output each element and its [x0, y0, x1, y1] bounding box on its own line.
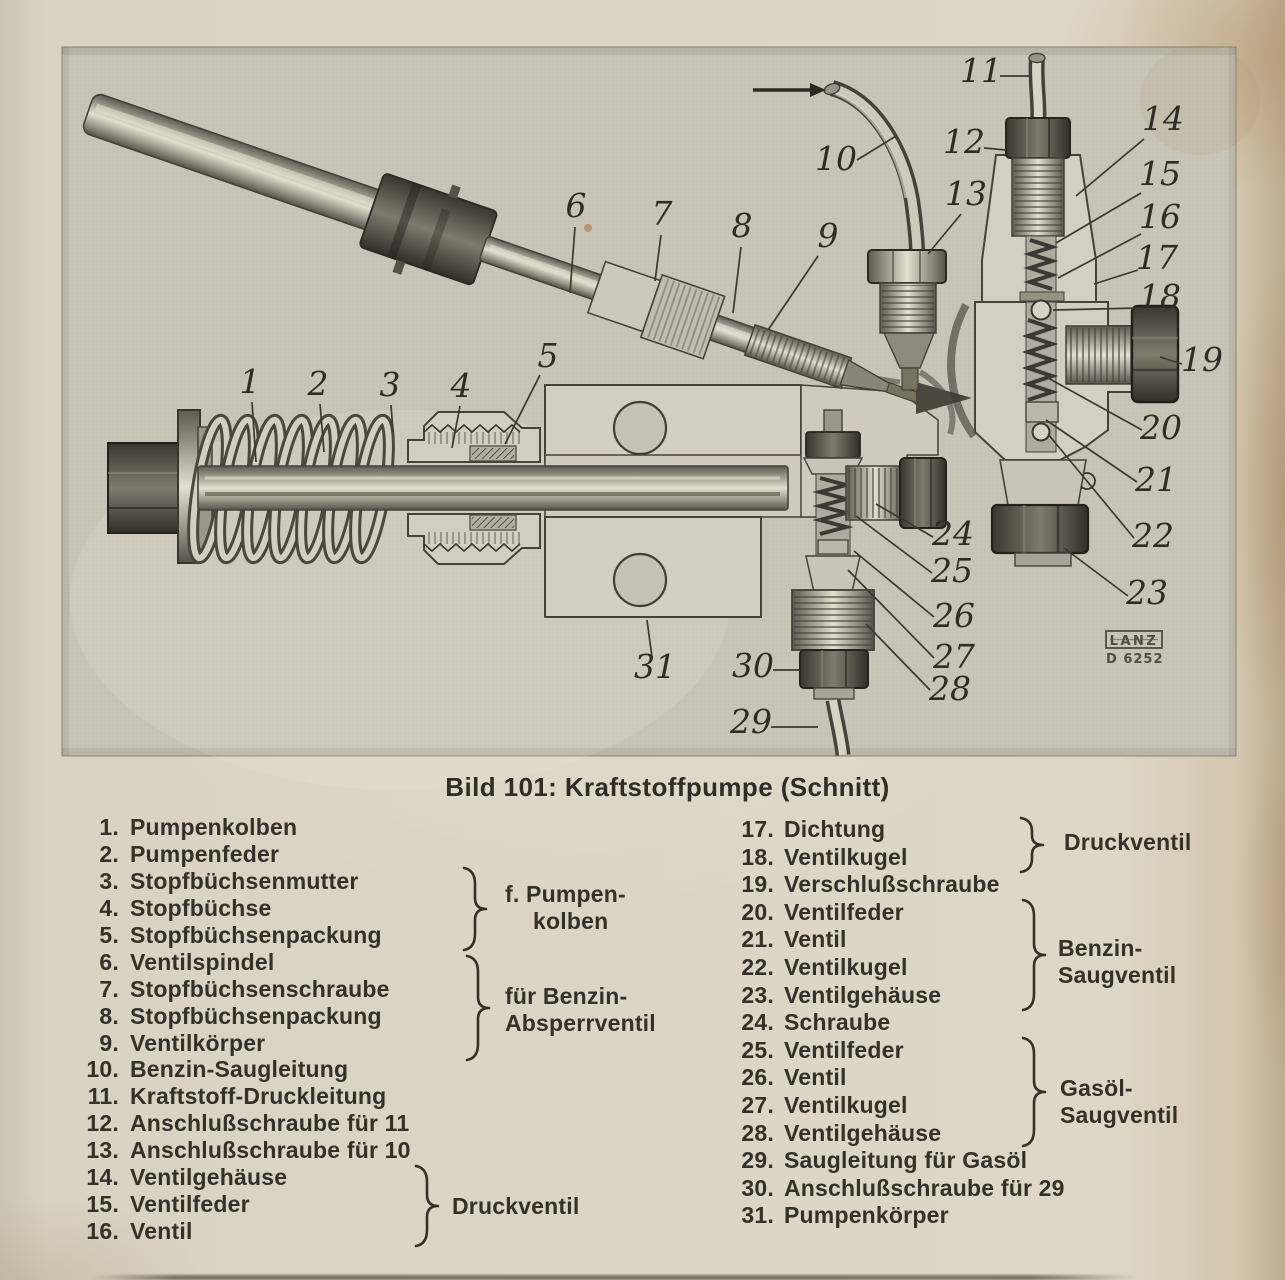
- legend-item-label: Pumpenfeder: [130, 840, 280, 867]
- legend-item-label: Ventilkugel: [784, 843, 908, 870]
- callout-number-13: 13: [945, 174, 987, 213]
- callout-number-22: 22: [1132, 516, 1174, 555]
- legend-item-label: Anschlußschraube für 29: [784, 1174, 1065, 1201]
- legend-item: [734, 954, 1065, 982]
- legend-item-label: Pumpenkolben: [130, 814, 298, 840]
- legend-item-number: 7.: [99, 975, 119, 1002]
- legend-item: [734, 982, 1065, 1010]
- callout-number-14: 14: [1142, 99, 1184, 138]
- legend-item-number: 2.: [99, 840, 119, 867]
- callout-number-7: 7: [651, 194, 673, 233]
- legend-item-label: Ventilkörper: [130, 1029, 266, 1056]
- legend-item: [84, 1137, 411, 1164]
- legend-item-number: 19.: [741, 871, 774, 898]
- callout-number-8: 8: [731, 206, 753, 245]
- legend-item: [84, 949, 411, 976]
- legend-item: [734, 816, 1065, 844]
- legend-item: [84, 1003, 411, 1030]
- legend-item-number: 24.: [741, 1009, 774, 1036]
- callout-number-31: 31: [634, 647, 676, 686]
- callout-number-19: 19: [1181, 340, 1223, 379]
- legend-item-number: 25.: [741, 1036, 774, 1063]
- legend-item: [734, 844, 1065, 872]
- legend-item-label: Ventilgehäuse: [784, 981, 942, 1008]
- callout-number-1: 1: [239, 362, 261, 401]
- legend-item-number: 22.: [741, 953, 774, 980]
- legend-item-number: 17.: [741, 816, 774, 842]
- legend-item-label: Stopfbüchsenmutter: [130, 867, 359, 894]
- callout-number-28: 28: [929, 669, 971, 708]
- brace-group-label: Druckventil: [452, 1193, 580, 1219]
- callout-number-6: 6: [565, 186, 587, 225]
- legend-item-number: 13.: [86, 1137, 119, 1164]
- callout-number-4: 4: [450, 366, 472, 405]
- legend-item-label: Ventil: [784, 926, 847, 953]
- legend-item: [84, 1110, 411, 1137]
- callout-number-11: 11: [960, 51, 1002, 90]
- legend-item-label: Ventil: [130, 1218, 193, 1245]
- brace-group-label: Saugventil: [1060, 1102, 1179, 1128]
- legend-item-label: Verschlußschraube: [784, 871, 1000, 898]
- legend-item-label: Stopfbüchsenpackung: [130, 1002, 382, 1029]
- callout-number-12: 12: [943, 122, 985, 161]
- legend-item-label: Stopfbüchsenpackung: [130, 921, 382, 948]
- callout-number-30: 30: [732, 646, 774, 685]
- legend-item: [734, 1092, 1065, 1120]
- legend-item-number: 21.: [741, 926, 774, 953]
- legend-item-label: Kraftstoff-Druckleitung: [130, 1083, 387, 1110]
- callout-number-25: 25: [931, 551, 973, 590]
- brace-group-label: für Benzin-: [505, 983, 628, 1009]
- callout-number-15: 15: [1139, 154, 1181, 193]
- callout-number-10: 10: [815, 139, 857, 178]
- legend-item-label: Ventilkugel: [784, 1091, 908, 1118]
- legend-item-label: Ventilgehäuse: [784, 1119, 942, 1146]
- callout-number-27: 27: [933, 637, 975, 676]
- legend-item-label: Ventilfeder: [130, 1191, 250, 1218]
- legend-item: [734, 1202, 1065, 1230]
- legend-item: [84, 922, 411, 949]
- legend-item-label: Ventilspindel: [130, 948, 275, 975]
- legend-item-number: 5.: [99, 921, 119, 948]
- callout-number-9: 9: [817, 216, 839, 255]
- legend-item-number: 3.: [99, 867, 119, 894]
- legend-item: [84, 1218, 411, 1245]
- brace-group-label: f. Pumpen-: [505, 881, 626, 907]
- legend-item: [84, 895, 411, 922]
- legend-item: [84, 1056, 411, 1083]
- legend-item: [734, 1175, 1065, 1203]
- legend-item-label: Benzin-Saugleitung: [130, 1056, 349, 1083]
- brace-group-label: Druckventil: [1064, 829, 1192, 855]
- legend-brace: [467, 956, 489, 1060]
- callout-number-29: 29: [730, 702, 772, 741]
- legend-item: [734, 899, 1065, 927]
- legend-item: [734, 1037, 1065, 1065]
- piston-rod: [198, 466, 788, 510]
- legend-item-number: 27.: [741, 1091, 774, 1118]
- legend-item: [84, 1191, 411, 1218]
- legend-right-column: [734, 816, 1065, 1230]
- legend-item-label: Anschlußschraube für 10: [130, 1137, 411, 1164]
- legend-item-label: Saugleitung für Gasöl: [784, 1147, 1028, 1174]
- legend-item-label: Ventil: [784, 1064, 847, 1091]
- callout-number-24: 24: [932, 514, 974, 553]
- legend-item-number: 29.: [741, 1147, 774, 1174]
- callout-number-3: 3: [379, 365, 401, 404]
- legend-item-number: 10.: [86, 1056, 119, 1083]
- legend-item-number: 18.: [741, 843, 774, 870]
- stamp-code: D 6252: [1106, 652, 1164, 667]
- legend-item-number: 30.: [741, 1174, 774, 1201]
- legend-item: [84, 1030, 411, 1057]
- legend-item-number: 12.: [86, 1110, 119, 1137]
- legend-item-number: 28.: [741, 1119, 774, 1146]
- legend-item: [84, 1083, 411, 1110]
- callout-number-17: 17: [1136, 238, 1178, 277]
- legend-brace: [416, 1166, 438, 1246]
- legend-item-number: 14.: [86, 1164, 119, 1191]
- callout-number-18: 18: [1139, 277, 1181, 316]
- legend-item: [84, 1164, 411, 1191]
- legend-item-number: 9.: [99, 1029, 119, 1056]
- paper-fleck: [584, 224, 592, 232]
- legend-item-number: 26.: [741, 1064, 774, 1091]
- legend-item: [734, 1147, 1065, 1175]
- legend-item-number: 15.: [86, 1191, 119, 1218]
- legend-brace: [464, 868, 486, 950]
- legend-item: [734, 1120, 1065, 1148]
- legend-item-label: Stopfbüchse: [130, 894, 272, 921]
- brace-group-label: Absperrventil: [505, 1010, 656, 1036]
- legend-item-number: 16.: [86, 1218, 119, 1245]
- legend-item-label: Dichtung: [784, 816, 886, 842]
- brace-group-label: kolben: [533, 908, 609, 934]
- callout-number-26: 26: [933, 596, 975, 635]
- callout-number-2: 2: [307, 364, 329, 403]
- brace-group-label: Saugventil: [1058, 962, 1177, 988]
- callout-number-23: 23: [1126, 573, 1168, 612]
- legend-item: [84, 976, 411, 1003]
- page-bottom-shadow: [92, 1275, 1138, 1280]
- legend-item-label: Ventilgehäuse: [130, 1164, 288, 1191]
- stamp-brand: LANZ: [1109, 634, 1159, 649]
- legend-item-number: 6.: [99, 948, 119, 975]
- figure-caption: Bild 101: Kraftstoffpumpe (Schnitt): [445, 772, 890, 802]
- legend-item: [84, 868, 411, 895]
- callout-number-20: 20: [1140, 408, 1182, 447]
- legend-item-label: Ventilfeder: [784, 898, 904, 925]
- callout-number-21: 21: [1135, 460, 1177, 499]
- legend-item-label: Ventilkugel: [784, 953, 908, 980]
- legend-item-label: Pumpenkörper: [784, 1202, 949, 1229]
- legend-item-number: 1.: [99, 814, 119, 840]
- legend-item: [734, 926, 1065, 954]
- legend-item: [734, 1009, 1065, 1037]
- legend-item-number: 23.: [741, 981, 774, 1008]
- callout-number-16: 16: [1139, 197, 1181, 236]
- callout-number-5: 5: [537, 336, 559, 375]
- legend-item-number: 31.: [741, 1202, 774, 1229]
- legend-item-label: Schraube: [784, 1009, 891, 1036]
- legend-item-label: Anschlußschraube für 11: [130, 1110, 410, 1137]
- brace-group-label: Benzin-: [1058, 935, 1143, 961]
- legend-item: [734, 871, 1065, 899]
- legend-item-number: 20.: [741, 898, 774, 925]
- legend-item-number: 4.: [99, 894, 119, 921]
- brace-group-label: Gasöl-: [1060, 1075, 1133, 1101]
- legend-item-number: 11.: [87, 1083, 119, 1110]
- legend-item: [84, 814, 411, 841]
- legend-item-label: Stopfbüchsenschraube: [130, 975, 390, 1002]
- legend-item: [734, 1064, 1065, 1092]
- legend-item-number: 8.: [99, 1002, 119, 1029]
- legend-item-label: Ventilfeder: [784, 1036, 904, 1063]
- legend-left-column: [84, 814, 411, 1245]
- legend-item: [84, 841, 411, 868]
